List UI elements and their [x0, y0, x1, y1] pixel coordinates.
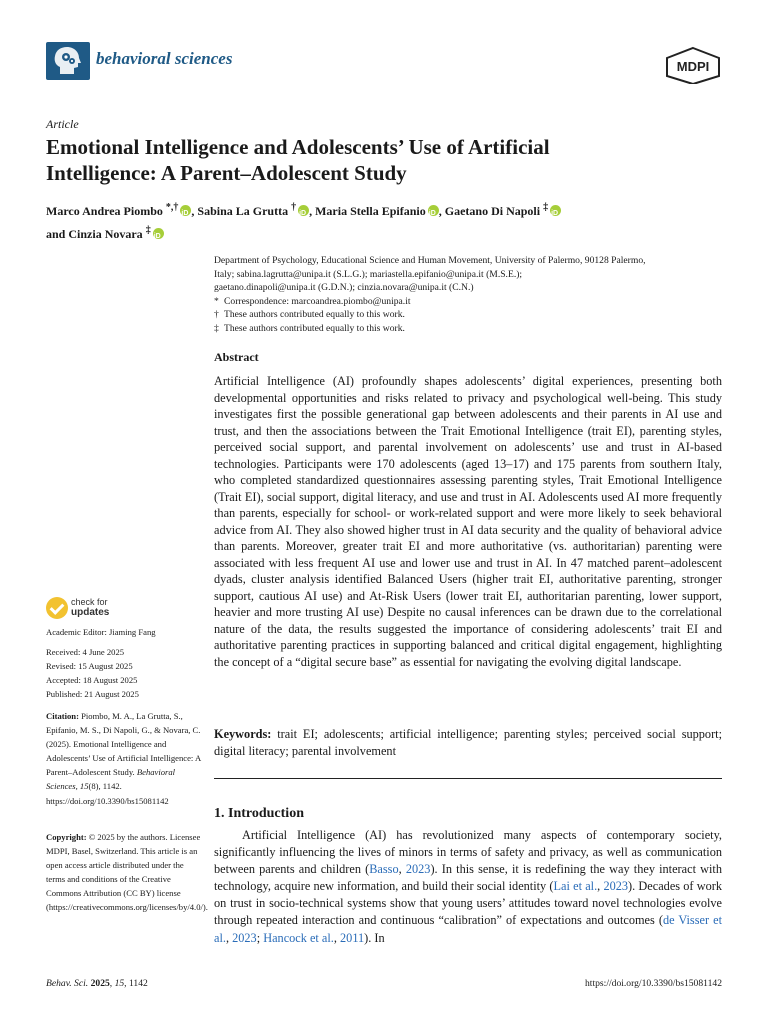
note-text: Correspondence: marcoandrea.piombo@unipa.it — [224, 295, 411, 307]
intro-text: Artificial Intelligence (AI) has revolutionized many aspects of contemporary society, significantly influencing the lives of minors in terms of safety and privacy, as well as communication between parents and children ( — [214, 828, 722, 877]
intro-text: ). In — [364, 930, 385, 945]
citation-year-link[interactable]: 2023 — [405, 862, 431, 877]
author-list: Marco Andrea Piombo *,†iD , Sabina La Grutta †iD , Maria Stella EpifanioiD , Gaetano Di Napoli ‡iD and Cinzia Novara ‡iD — [46, 198, 726, 244]
check-line-1: check for — [71, 597, 108, 607]
citation-link[interactable]: Lai et al. — [553, 879, 598, 894]
check-icon — [46, 597, 68, 619]
author-name[interactable]: Maria Stella Epifanio — [315, 204, 426, 218]
keywords-label: Keywords: — [214, 727, 272, 741]
introduction-heading: 1. Introduction — [214, 806, 304, 821]
publication-dates — [46, 645, 204, 701]
affiliation-line: Italy; sabina.lagrutta@unipa.it (S.L.G.); mariastella.epifanio@unipa.it (M.S.E.); — [214, 268, 523, 280]
keywords — [214, 726, 722, 759]
authors-connector: and — [46, 227, 66, 241]
orcid-icon[interactable] — [298, 205, 309, 216]
author-mark: † — [291, 202, 297, 213]
orcid-icon[interactable] — [180, 205, 191, 216]
note-mark: † — [214, 309, 219, 320]
journal-name: behavioral sciences — [96, 49, 233, 68]
author-name[interactable]: Gaetano Di Napoli — [444, 204, 541, 218]
article-type: Article — [46, 117, 79, 131]
equal-contribution-note — [214, 308, 726, 322]
section-divider — [214, 778, 722, 779]
author-name[interactable]: Cinzia Novara — [68, 227, 143, 241]
revised-date: Revised: 15 August 2025 — [46, 661, 133, 672]
affiliation-block — [214, 254, 726, 335]
citation-text: Piombo, M. A., La Grutta, S., Epifanio, M. S., Di Napoli, G., & Novara, C. (2025). Emotional Intelligence and Adolescents’ Use of Artificial Intelligence: A Parent–Adolescent Study. — [46, 711, 201, 778]
citation-journal: Behavioral Sciences — [46, 767, 176, 792]
copyright-text: © 2025 by the authors. Licensee MDPI, Basel, Switzerland. This article is an open access article distributed under the terms and conditions of the Creative Commons Attribution (CC BY) license (https://creativecommons.org/licenses/by/4.0/). — [46, 832, 208, 913]
correspondence-note — [214, 295, 726, 309]
title-line-1: Emotional Intelligence and Adolescents’ Use of Artificial — [46, 135, 550, 159]
citation-link[interactable]: de Visser et al. — [214, 913, 722, 945]
citation-year-link[interactable]: 2023 — [603, 879, 629, 894]
academic-editor: Academic Editor: Jiaming Fang — [46, 627, 156, 637]
orcid-icon[interactable] — [153, 228, 164, 239]
author-mark: ‡ — [145, 225, 151, 236]
author-name[interactable]: Sabina La Grutta — [197, 204, 289, 218]
equal-contribution-note — [214, 322, 726, 336]
note-text: These authors contributed equally to this work. — [224, 309, 405, 320]
footer-journal: Behav. Sci. — [46, 978, 89, 989]
received-date: Received: 4 June 2025 — [46, 647, 125, 657]
introduction-paragraph: Artificial Intelligence (AI) has revolutionized many aspects of contemporary society, significantly influencing the lives of minors in terms of safety and privacy, as well as communication between parents and children (Basso, 2023). In this sense, it is redefining the way they interact with technology, acquire new information, and build their social identity (Lai et al., 2023). Decades of work on trust in socio-technical systems show that young users’ attitudes toward novel technologies evolve through repeated interaction and continuous “calibration” of expectations and outcomes (de Visser et al., 2023; Hancock et al., 2011). In — [214, 828, 723, 945]
affiliation-line: gaetano.dinapoli@unipa.it (G.D.N.); cinzia.novara@unipa.it (C.N.) — [214, 282, 474, 293]
citation-label: Citation: — [46, 711, 79, 721]
keywords-text: trait EI; adolescents; artificial intelligence; parenting styles; perceived social support; digital literacy; parental involvement — [214, 727, 723, 758]
author-mark: *,† — [165, 202, 179, 213]
note-mark: * — [214, 295, 219, 307]
citation-rest: (8), 1142. https://doi.org/10.3390/bs15081142 — [46, 781, 169, 806]
check-for-updates-button[interactable] — [46, 597, 156, 619]
affiliation-line: Department of Psychology, Educational Science and Human Movement, University of Palermo, 90128 Palermo, — [214, 255, 646, 266]
footer-citation: Behav. Sci. 2025, 15, 1142 — [46, 978, 148, 989]
footer-volume: 15 — [114, 978, 125, 989]
footer-doi-link[interactable]: https://doi.org/10.3390/bs15081142 — [585, 978, 722, 989]
citation-year-link[interactable]: 2011 — [340, 930, 365, 945]
citation-link[interactable]: Hancock et al. — [263, 930, 334, 945]
check-line-2: updates — [71, 606, 110, 618]
note-text: These authors contributed equally to this work. — [224, 322, 405, 334]
citation-volume: , 15 — [75, 781, 89, 792]
author-name[interactable]: Marco Andrea Piombo — [46, 204, 163, 218]
accepted-date: Accepted: 18 August 2025 — [46, 675, 138, 686]
intro-text: ). Decades of work on trust in socio-technical systems show that young users’ attitudes toward novel technologies evolve through repeated interaction and continuous “calibration” of expectations and outcomes ( — [214, 879, 723, 928]
journal-logo — [46, 42, 90, 80]
footer-article-number: , 1142 — [124, 978, 148, 989]
note-mark: ‡ — [214, 322, 219, 334]
footer-year: 2025 — [90, 978, 110, 989]
head-gears-icon — [46, 42, 90, 80]
orcid-icon[interactable] — [550, 205, 561, 216]
publisher-name: MDPI — [676, 59, 710, 74]
intro-text: ). In this sense, it is redefining the way they interact with technology, acquire new information, and build their social identity ( — [214, 862, 722, 894]
copyright-block — [46, 830, 208, 915]
title-line-2: Intelligence: A Parent–Adolescent Study — [46, 161, 407, 185]
abstract-heading: Abstract — [214, 350, 259, 364]
copyright-label: Copyright: — [46, 832, 87, 842]
mdpi-logo — [664, 46, 722, 84]
author-mark: ‡ — [543, 202, 549, 213]
citation-block — [46, 709, 204, 808]
published-date: Published: 21 August 2025 — [46, 689, 139, 700]
citation-link[interactable]: Basso — [369, 862, 399, 877]
orcid-icon[interactable] — [428, 205, 439, 216]
article-title — [46, 134, 726, 186]
citation-year-link[interactable]: 2023 — [232, 930, 257, 945]
abstract-text: Artificial Intelligence (AI) profoundly shapes adolescents’ digital experiences, presenting both developmental opportunities and risks related to privacy and psychological well-being. This study investigates first the possible generational gap between adolescents and their parents in AI use and trust, and then the associations between the Trait Emotional Intelligence (trait EI), parenting styles, perceived social support, and parental involvement on adolescents’ use and trust in AI-based technologies. Participants were 170 adolescents (aged 13–17) and 175 parents from southern Italy, who completed standardized questionnaires assessing parenting styles, Trait Emotional Intelligence (Trait EI), social support, digital literacy, and use and trust in AI. Adolescents used AI more frequently than parents, especially for school- or work-related support and were more likely to seek behavioral advice from AI. They also showed higher trust in AI data security and the quality of behavioral advice than parents. Moreover, greater trait EI and more authoritative (vs. authoritarian) parenting were associated with less frequent AI use and lower use and trust in AI. In 47 matched parent–adolescent dyads, cluster analysis identified Balanced Users (higher trait EI, authoritative parenting, stronger support, cautious AI use) and At-Risk Users (lower trait EI, authoritarian parenting, lower support, heavier and more trusting AI use) Despite no causal inferences can be drawn due to the correlational nature of the data, the results suggested the importance of considering adolescents’ trait EI and authoritative parenting practices in supporting balanced and critical digital engagement, highlighting the concept of a “digital secure base” as essential for navigating the evolving digital landscape. — [214, 374, 722, 669]
check-for-updates-label — [71, 598, 109, 617]
